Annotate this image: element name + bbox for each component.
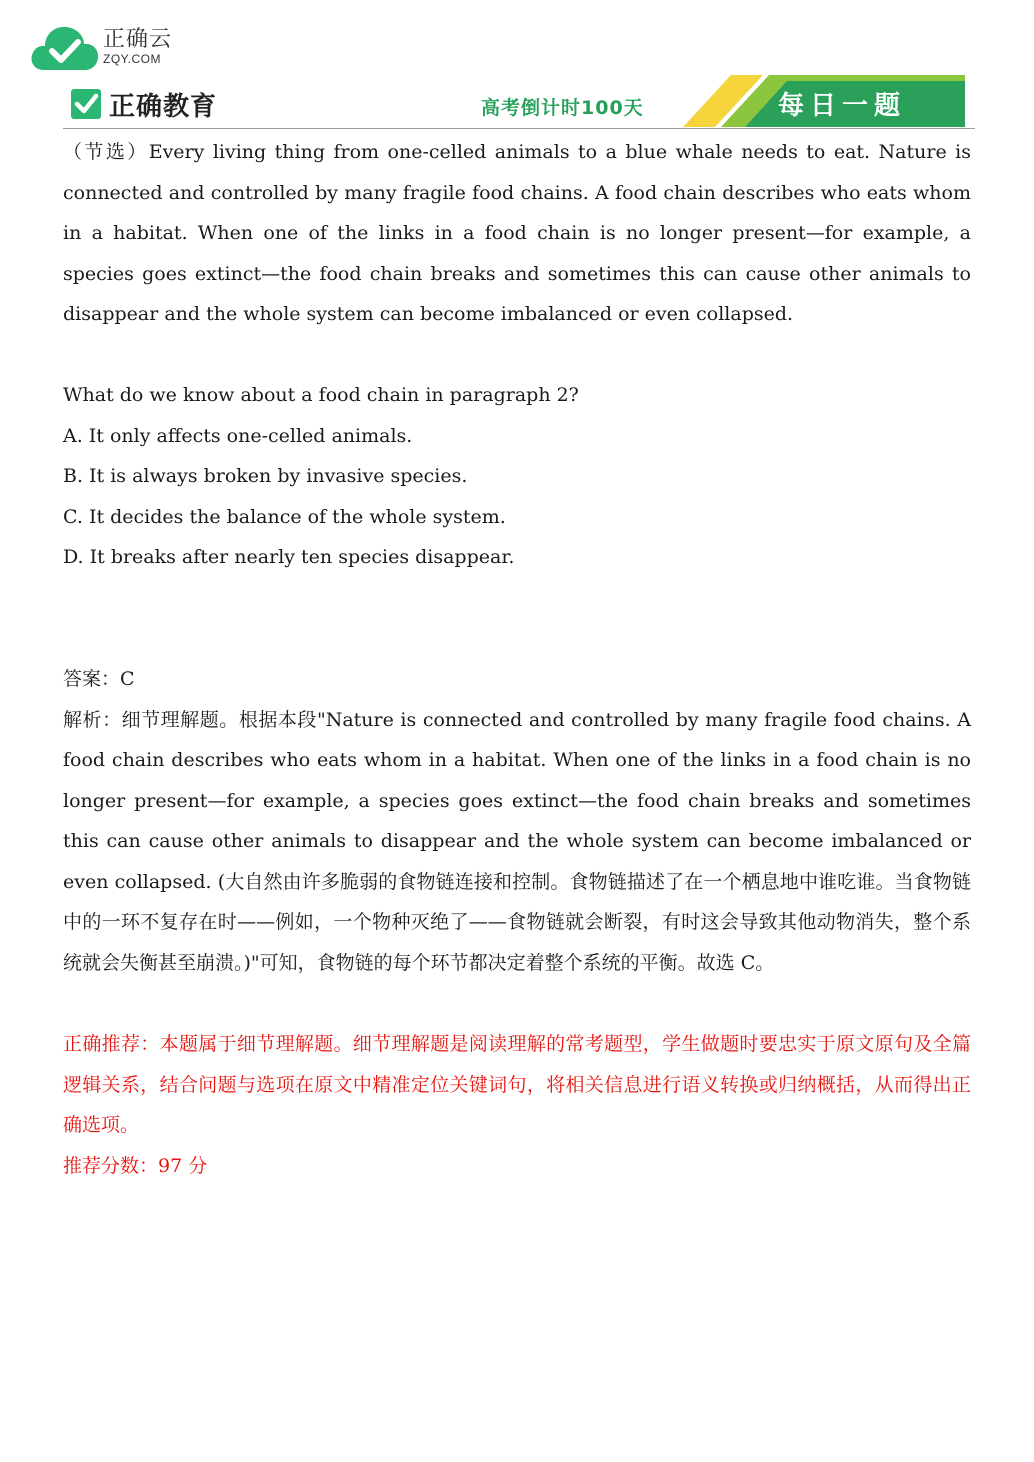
question-stem: What do we know about a food chain in paragraph 2? bbox=[63, 384, 579, 406]
header-divider bbox=[63, 128, 975, 129]
question-block bbox=[63, 375, 971, 578]
option-b: B. It is always broken by invasive species. bbox=[63, 465, 468, 487]
brand-name: 正确教育 bbox=[109, 92, 218, 122]
option-c: C. It decides the balance of the whole system. bbox=[63, 505, 506, 528]
zqy-logo-name: 正确云 bbox=[103, 27, 173, 52]
answer-analysis: 解析：细节理解题。根据本段"Nature is connected and controlled by many fragile food chains. A food chain describes who eats whom in a habitat. When one of the links in a food chain is no longer present—for example, a species goes extinct—the food chain breaks and sometimes this can cause other animals to disappear and the whole system can become imbalanced or even collapsed. (大自然由许多脆弱的食物链连接和控制。食物链描述了在一个栖息地中谁吃谁。当食物链中的一环不复存在时——例如，一个物种灭绝了——食物链就会断裂，有时这会导致其他动物消失，整个系统就会失衡甚至崩溃。)"可知，食物链的每个环节都决定着整个系统的平衡。故选 C。 bbox=[63, 708, 971, 974]
zqy-logo-domain: ZQY.COM bbox=[103, 52, 161, 66]
option-a: A. It only affects one-celled animals. bbox=[63, 424, 413, 447]
document-header bbox=[63, 73, 975, 131]
answer-line: 答案：C bbox=[63, 668, 135, 690]
zqy-logo-text bbox=[103, 28, 172, 66]
recommendation-score: 推荐分数：97 分 bbox=[63, 1154, 208, 1177]
option-d: D. It breaks after nearly ten species disappear. bbox=[63, 546, 515, 568]
banner-title: 每日一题 bbox=[778, 91, 907, 121]
answer-block bbox=[63, 659, 971, 983]
check-icon bbox=[70, 88, 102, 120]
countdown-label: 高考倒计时100天 bbox=[481, 97, 644, 119]
recommendation-text: 正确推荐：本题属于细节理解题。细节理解题是阅读理解的常考题型，学生做题时要忠实于原文原句及全篇逻辑关系，结合问题与选项在原文中精准定位关键词句，将相关信息进行语义转换或归纳概括，从而得出正确选项。 bbox=[63, 1033, 971, 1136]
recommendation-block bbox=[63, 1024, 971, 1186]
zqy-cloud-logo bbox=[30, 22, 100, 72]
reading-passage: （节选）Every living thing from one-celled animals to a blue whale needs to eat. Nature is connected and controlled by many fragile food chains. A food chain describes who eats whom in a habitat. When one of the links in a food chain is no longer present—for example, a species goes extinct—the food chain breaks and sometimes this can cause other animals to disappear and the whole system can become imbalanced or even collapsed. bbox=[63, 141, 971, 325]
